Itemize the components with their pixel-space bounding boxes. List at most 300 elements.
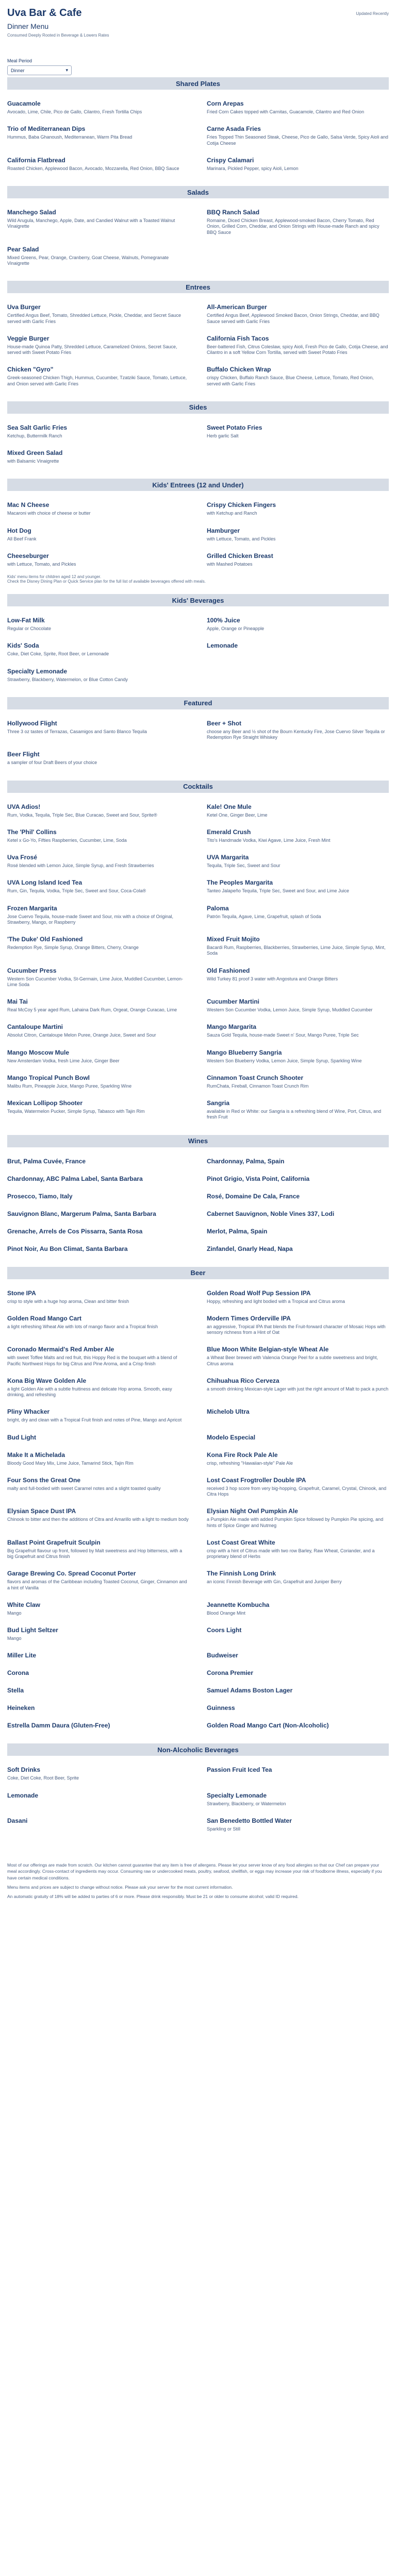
section-items bbox=[7, 606, 389, 697]
menu-item bbox=[7, 449, 189, 464]
menu-item-name: Carne Asada Fries bbox=[207, 125, 261, 133]
menu-item-description: with Ketchup and Ranch bbox=[207, 511, 257, 516]
menu-item bbox=[7, 1315, 189, 1336]
menu-item-description: Greek-seasoned Chicken Thigh, Hummus, Cucumber, Tzatziki Sauce, Tomato, Lettuce, and Onion served with Garlic Fries bbox=[7, 375, 187, 386]
menu-item-name: Chihuahua Rico Cerveza bbox=[207, 1377, 279, 1384]
menu-item-name: Stone IPA bbox=[7, 1289, 36, 1297]
menu-item-description: an aggressive, Tropical IPA that blends the Fruit-forward character of Mosaic Hops with sensory richness from a Hint of Oat bbox=[207, 1324, 386, 1335]
menu-item bbox=[7, 1023, 189, 1038]
menu-item bbox=[207, 936, 389, 957]
menu-item-description: Marinara, Pickled Pepper, spicy Aioli, Lemon bbox=[207, 165, 299, 171]
menu-item bbox=[207, 303, 389, 325]
menu-item-name: Veggie Burger bbox=[7, 334, 50, 342]
menu-item-name: Specialty Lemonade bbox=[7, 667, 68, 675]
menu-item-name: Modelo Especial bbox=[207, 1433, 256, 1441]
menu-item-name: Stella bbox=[7, 1687, 24, 1694]
menu-item-name: UVA Margarita bbox=[207, 854, 249, 861]
menu-item-description: All Beef Frank bbox=[7, 536, 37, 541]
menu-item-name: Uva Burger bbox=[7, 303, 41, 311]
menu-section bbox=[7, 401, 389, 479]
menu-item bbox=[207, 1792, 389, 1807]
menu-item bbox=[7, 1669, 189, 1676]
section-header: Entrees bbox=[7, 281, 389, 293]
menu-item bbox=[7, 1074, 189, 1089]
menu-item-description: Strawberry, Blackberry, Watermelon, or Blue Cotton Candy bbox=[7, 676, 128, 682]
menu-item-name: Brut, Palma Cuvée, France bbox=[7, 1157, 86, 1165]
menu-item bbox=[207, 1451, 389, 1466]
menu-item bbox=[7, 1792, 189, 1807]
section-items bbox=[7, 90, 389, 186]
menu-item-name: Mai Tai bbox=[7, 998, 28, 1005]
menu-item-name: Budweiser bbox=[207, 1652, 238, 1659]
chevron-down-icon: ▾ bbox=[65, 67, 68, 73]
menu-item-description: Western Son Blueberry Vodka, Lemon Juice, Simple Syrup, Sparkling Wine bbox=[207, 1058, 362, 1063]
menu-item bbox=[207, 209, 389, 235]
menu-item-description: Absolut Citron, Cantaloupe Melon Puree, Orange Juice, Sweet and Sour bbox=[7, 1032, 156, 1038]
menu-item-name: Jeannette Kombucha bbox=[207, 1601, 270, 1608]
menu-item bbox=[207, 1601, 389, 1616]
menu-item bbox=[7, 1228, 189, 1235]
menu-item bbox=[7, 1704, 189, 1711]
menu-item bbox=[207, 1377, 389, 1398]
menu-item bbox=[7, 803, 189, 818]
menu-item-name: Cinnamon Toast Crunch Shooter bbox=[207, 1074, 304, 1081]
menu-item-name: Hollywood Flight bbox=[7, 719, 57, 727]
menu-item-name: Emerald Crush bbox=[207, 828, 251, 836]
menu-item bbox=[7, 1346, 189, 1367]
menu-item-description: Wild Arugula, Manchego, Apple, Date, and Candied Walnut with a Toasted Walnut Vinaigrette bbox=[7, 218, 175, 229]
menu-item-name: Miller Lite bbox=[7, 1652, 37, 1659]
menu-item-name: Lemonade bbox=[7, 1791, 39, 1799]
menu-item-name: Sangria bbox=[207, 1099, 230, 1107]
menu-item bbox=[207, 1507, 389, 1529]
menu-item bbox=[207, 1687, 389, 1694]
menu-item-name: Buffalo Chicken Wrap bbox=[207, 366, 271, 374]
menu-item-description: a Pumpkin Ale made with added Pumpkin Spice followed by Pumpkin Pie spicing, and hints of Spice Ginger and Nutmeg bbox=[207, 1517, 384, 1528]
menu-item bbox=[7, 879, 189, 894]
menu-item-description: crisp to style with a huge hop aroma, Clean and bitter finish bbox=[7, 1298, 129, 1304]
menu-item bbox=[7, 854, 189, 869]
menu-item bbox=[207, 1210, 389, 1217]
menu-item-description: House-made Quinoa Patty, Shredded Lettuce, Caramelized Onions, Secret Sauce, served with Sweet Potato Fries bbox=[7, 344, 177, 355]
menu-item-name: Mango Tropical Punch Bowl bbox=[7, 1074, 90, 1081]
menu-item-name: Hot Dog bbox=[7, 527, 31, 534]
menu-item-name: Chardonnay, ABC Palma Label, Santa Barbara bbox=[7, 1175, 143, 1182]
menu-item-description: Hoppy, refreshing and light bodied with a Tropical and Citrus aroma bbox=[207, 1298, 345, 1304]
menu-item-description: Ketel One, Ginger Beer, Lime bbox=[207, 812, 268, 818]
menu-item-description: Three 3 oz tastes of Terrazas, Casamigos and Santo Blanco Tequila bbox=[7, 728, 147, 734]
menu-item-name: Corona bbox=[7, 1669, 29, 1677]
menu-item-description: with Mashed Potatoes bbox=[207, 561, 253, 567]
menu-item bbox=[207, 335, 389, 356]
menu-item bbox=[207, 1315, 389, 1336]
menu-item bbox=[207, 527, 389, 542]
menu-item-name: Beer + Shot bbox=[207, 719, 242, 727]
menu-item-name: Cucumber Press bbox=[7, 967, 57, 974]
menu-item bbox=[7, 1539, 189, 1560]
menu-item-description: a light Golden Ale with a subtle fruitiness and delicate Hop aroma. Smooth, easy drinking, and refreshing bbox=[7, 1386, 172, 1397]
menu-item bbox=[7, 1377, 189, 1398]
menu-item-name: Blue Moon White Belgian-style Wheat Ale bbox=[207, 1346, 329, 1353]
menu-item bbox=[207, 1099, 389, 1121]
menu-item-description: Regular or Chocolate bbox=[7, 626, 52, 631]
menu-item-name: Mac N Cheese bbox=[7, 501, 50, 509]
menu-item bbox=[207, 1704, 389, 1711]
footer-paragraph: An automatic gratuity of 18% will be added to parties of 6 or more. Please drink responsibly. Must be 21 or older to consume alcohol; valid ID required. bbox=[7, 1894, 299, 1900]
menu-item-name: Kale! One Mule bbox=[207, 803, 252, 810]
menu-item bbox=[7, 1158, 189, 1165]
menu-item-name: California Fish Tacos bbox=[207, 334, 269, 342]
menu-item bbox=[207, 1049, 389, 1064]
restaurant-title: Uva Bar & Cafe bbox=[7, 7, 82, 19]
menu-item-name: Sea Salt Garlic Fries bbox=[7, 423, 68, 431]
menu-item-description: crisp, refreshing "Hawaiian-style" Pale Ale bbox=[207, 1460, 293, 1466]
menu-item bbox=[207, 157, 389, 172]
section-header: Wines bbox=[7, 1135, 389, 1147]
menu-item-description: bright, dry and clean with a Tropical Fruit finish and notes of Pine, Mango and Apricot bbox=[7, 1417, 182, 1423]
menu-item-description: Bacardi Rum, Raspberries, Blackberries, Strawberries, Lime Juice, Simple Syrup, Mint, Soda bbox=[207, 945, 386, 956]
menu-item-name: Cantaloupe Martini bbox=[7, 1023, 63, 1031]
menu-item bbox=[7, 1193, 189, 1200]
menu-item-name: Paloma bbox=[207, 904, 229, 912]
updated-label: Updated Recently bbox=[356, 11, 389, 16]
menu-item bbox=[207, 617, 389, 632]
menu-item-description: Rosé blended with Lemon Juice, Simple Syrup, and Fresh Strawberries bbox=[7, 863, 154, 868]
menu-item bbox=[207, 1434, 389, 1441]
menu-item-name: Golden Road Mango Cart (Non-Alcoholic) bbox=[207, 1722, 329, 1730]
section-header: Kids' Beverages bbox=[7, 594, 389, 606]
menu-item bbox=[7, 905, 189, 926]
menu-item bbox=[7, 1408, 189, 1423]
menu-item-description: choose any Beer and ½ shot of the Bourn Kentucky Fire, Jose Cuervo Silver Tequila or Redemption Rye Straight Whiskey bbox=[207, 728, 385, 740]
menu-item bbox=[7, 1766, 189, 1781]
menu-item-name: Grilled Chicken Breast bbox=[207, 552, 273, 560]
menu-item bbox=[7, 125, 189, 146]
menu-item-name: Lemonade bbox=[207, 642, 238, 650]
menu-item bbox=[207, 1023, 389, 1038]
menu-item-description: Tequila, Watermelon Pucker, Simple Syrup, Tabasco with Tajin Rim bbox=[7, 1109, 145, 1114]
menu-item bbox=[207, 1245, 389, 1252]
menu-item bbox=[207, 1626, 389, 1641]
menu-item bbox=[207, 1346, 389, 1367]
menu-item bbox=[207, 642, 389, 657]
menu-item-description: RumChata, Fireball, Cinnamon Toast Crunch Rim bbox=[207, 1083, 309, 1089]
menu-item bbox=[207, 1570, 389, 1591]
menu-item-name: Mixed Fruit Mojito bbox=[207, 936, 260, 943]
meal-period-select[interactable] bbox=[7, 65, 72, 75]
menu-item-description: Jose Cuervo Tequila, house-made Sweet and Sour, mix with a choice of Original, Strawberry, Mango, or Raspberry bbox=[7, 913, 174, 925]
menu-item bbox=[207, 1652, 389, 1659]
menu-item bbox=[7, 157, 189, 172]
section-items bbox=[7, 1147, 389, 1267]
menu-item bbox=[207, 1408, 389, 1423]
menu-item-name: Coors Light bbox=[207, 1626, 242, 1634]
menu-item-name: The Peoples Margarita bbox=[207, 879, 273, 887]
section-items bbox=[7, 198, 389, 281]
menu-item-description: Rum, Gin, Tequila, Vodka, Triple Sec, Sweet and Sour, Coca-Cola® bbox=[7, 888, 146, 894]
menu-section bbox=[7, 1267, 389, 1744]
menu-item-name: UVA Long Island Iced Tea bbox=[7, 879, 82, 887]
menu-item-name: Corn Arepas bbox=[207, 100, 244, 107]
menu-item-description: a light refreshing Wheat Ale with lots of mango flavor and a Tropical finish bbox=[7, 1324, 158, 1329]
menu-sections bbox=[7, 77, 389, 1846]
menu-item-name: Kona Fire Rock Pale Ale bbox=[207, 1451, 278, 1459]
menu-item bbox=[7, 303, 189, 325]
menu-item-description: Blood Orange Mint bbox=[207, 1610, 246, 1616]
menu-item-name: BBQ Ranch Salad bbox=[207, 209, 260, 216]
menu-item-description: Malibu Rum, Pineapple Juice, Mango Puree, Sparkling Wine bbox=[7, 1083, 132, 1089]
menu-item-name: Estrella Damm Daura (Gluten-Free) bbox=[7, 1722, 110, 1730]
menu-item-name: Garage Brewing Co. Spread Coconut Porter bbox=[7, 1570, 136, 1578]
menu-item bbox=[207, 1669, 389, 1676]
meal-period-label: Meal Period bbox=[7, 58, 32, 63]
header-note: Consumed Deeply Rooted in Beverage & Lowers Rates bbox=[7, 33, 109, 38]
menu-item bbox=[207, 1175, 389, 1182]
section-items bbox=[7, 1279, 389, 1744]
menu-item bbox=[7, 1477, 189, 1498]
menu-item-name: Sauvignon Blanc, Margerum Palma, Santa Barbara bbox=[7, 1210, 156, 1217]
menu-section bbox=[7, 479, 389, 594]
menu-item-name: Mango Blueberry Sangria bbox=[207, 1048, 282, 1056]
menu-item-name: Mango Moscow Mule bbox=[7, 1048, 69, 1056]
menu-item bbox=[207, 1539, 389, 1560]
section-header: Shared Plates bbox=[7, 77, 389, 90]
menu-item-name: Grenache, Arrels de Cos Pissarra, Santa Rosa bbox=[7, 1227, 143, 1235]
menu-item-description: Strawberry, Blackberry, or Watermelon bbox=[207, 1801, 286, 1806]
menu-item-name: Rosé, Domaine De Cala, France bbox=[207, 1192, 300, 1200]
menu-item-name: Lost Coast Great White bbox=[207, 1538, 275, 1546]
menu-item-description: received 3 hop score from very big-hopping, Grapefruit, Caramel, Crystal, Chinook, and Citra Hops bbox=[207, 1485, 387, 1497]
menu-item bbox=[7, 335, 189, 356]
menu-item-name: Cucumber Martini bbox=[207, 998, 260, 1005]
menu-item-description: Hummus, Baba Ghanoush, Mediterranean, Warm Pita Bread bbox=[7, 134, 133, 140]
menu-item-name: Beer Flight bbox=[7, 751, 40, 758]
menu-section bbox=[7, 77, 389, 186]
menu-item-name: Passion Fruit Iced Tea bbox=[207, 1766, 272, 1774]
menu-item-name: Dasani bbox=[7, 1817, 28, 1824]
menu-item-description: Certified Angus Beef, Applewood Smoked Bacon, Onion Strings, Cheddar, and BBQ Sauce served with Garlic Fries bbox=[207, 313, 380, 324]
menu-item bbox=[7, 246, 189, 267]
menu-item-name: Specialty Lemonade bbox=[207, 1791, 267, 1799]
menu-item-description: with Lettuce, Tomato, and Pickles bbox=[7, 561, 76, 567]
menu-item-description: Chinook to bitter and then the additions of Citra and Amarillo with a light to medium body bbox=[7, 1517, 189, 1522]
menu-item-name: The Finnish Long Drink bbox=[207, 1570, 276, 1578]
menu-item-description: with Balsamic Vinaigrette bbox=[7, 459, 59, 464]
menu-item bbox=[7, 1434, 189, 1441]
menu-item bbox=[207, 1228, 389, 1235]
menu-section bbox=[7, 1135, 389, 1267]
menu-item bbox=[207, 366, 389, 387]
menu-item-name: Four Sons the Great One bbox=[7, 1476, 81, 1484]
section-header: Cocktails bbox=[7, 781, 389, 793]
menu-section bbox=[7, 781, 389, 1135]
menu-item bbox=[207, 552, 389, 567]
section-items bbox=[7, 293, 389, 401]
menu-item-name: Pear Salad bbox=[7, 245, 39, 253]
menu-item-description: Roasted Chicken, Applewood Bacon, Avocado, Mozzarella, Red Onion, BBQ Sauce bbox=[7, 165, 179, 171]
menu-item-description: a Wheat Beer brewed with Valencia Orange Peel for a subtle sweetness and bright, Citrus aroma bbox=[207, 1355, 378, 1366]
menu-item bbox=[7, 1687, 189, 1694]
menu-item bbox=[7, 1290, 189, 1304]
menu-item-name: Modern Times Orderville IPA bbox=[207, 1314, 291, 1322]
section-items bbox=[7, 793, 389, 1135]
menu-item bbox=[7, 1601, 189, 1616]
menu-item bbox=[7, 998, 189, 1013]
menu-item-name: Kona Big Wave Golden Ale bbox=[7, 1377, 87, 1384]
menu-item-name: White Claw bbox=[7, 1601, 41, 1608]
menu-item-description: with sweet Toffee Malts and red fruit, this Hoppy Red is the bouquet with a blend of Pacific Northwest Hops for big Citrus and Pine Aroma, and a Crisp finish bbox=[7, 1355, 177, 1366]
menu-item-description: Mango bbox=[7, 1636, 22, 1641]
menu-item bbox=[7, 720, 189, 741]
menu-item bbox=[7, 642, 189, 657]
menu-item bbox=[7, 1245, 189, 1252]
menu-item-name: Guinness bbox=[207, 1704, 235, 1712]
menu-item-name: Low-Fat Milk bbox=[7, 617, 45, 624]
section-header: Kids' Entrees (12 and Under) bbox=[7, 479, 389, 491]
menu-item-name: Trio of Mediterranean Dips bbox=[7, 125, 86, 133]
menu-item bbox=[207, 1290, 389, 1304]
menu-item-description: Beer-battered Fish, Citrus Coleslaw, spicy Aioli, Fresh Pico de Gallo, Cotija Cheese, and Cilantro in a soft Yellow Corn Tortilla, served with Sweet Potato Fries bbox=[207, 344, 388, 355]
menu-subtitle: Dinner Menu bbox=[7, 22, 49, 30]
menu-item-name: UVA Adios! bbox=[7, 803, 41, 810]
menu-item bbox=[207, 803, 389, 818]
menu-item bbox=[7, 209, 189, 235]
menu-item-name: San Benedetto Bottled Water bbox=[207, 1817, 292, 1824]
menu-item-description: New Amsterdam Vodka, fresh Lime Juice, Ginger Beer bbox=[7, 1058, 120, 1063]
menu-item-name: Frozen Margarita bbox=[7, 904, 57, 912]
menu-item-description: Apple, Orange or Pineapple bbox=[207, 626, 265, 631]
menu-item-name: Mexican Lollipop Shooter bbox=[7, 1099, 83, 1107]
menu-item bbox=[7, 967, 189, 988]
menu-item-description: Macaroni with choice of cheese or butter bbox=[7, 511, 91, 516]
menu-item-description: crispy Chicken, Buffalo Ranch Sauce, Blue Cheese, Lettuce, Tomato, Red Onion, served with Garlic Fries bbox=[207, 375, 374, 386]
menu-item-name: Cabernet Sauvignon, Noble Vines 337, Lodi bbox=[207, 1210, 335, 1217]
menu-item bbox=[207, 1193, 389, 1200]
section-header: Non-Alcoholic Beverages bbox=[7, 1743, 389, 1756]
menu-item bbox=[7, 424, 189, 439]
menu-item bbox=[207, 100, 389, 115]
menu-item-description: Coke, Diet Coke, Sprite, Root Beer, or Lemonade bbox=[7, 651, 109, 657]
footer-paragraph: Menu items and prices are subject to change without notice. Please ask your server for the most current information. bbox=[7, 1884, 233, 1890]
menu-item bbox=[7, 552, 189, 567]
menu-item-description: Rum, Vodka, Tequila, Triple Sec, Blue Curacao, Sweet and Sour, Sprite® bbox=[7, 812, 157, 818]
menu-item-name: Mixed Green Salad bbox=[7, 449, 63, 456]
menu-item-name: Soft Drinks bbox=[7, 1766, 41, 1774]
menu-item bbox=[7, 1099, 189, 1121]
menu-item-description: Big Grapefruit flavour up front, followed by Malt sweetness and Hop bitterness, with a big Grapefruit and Citrus finish bbox=[7, 1548, 183, 1559]
menu-item bbox=[207, 125, 389, 146]
menu-item-name: Chicken "Gyro" bbox=[7, 366, 54, 374]
menu-item bbox=[7, 668, 189, 683]
menu-item-name: Coronado Mermaid's Red Amber Ale bbox=[7, 1346, 114, 1353]
menu-item-description: a smooth drinking Mexican-style Lager with just the right amount of Malt to pack a punch bbox=[207, 1386, 389, 1392]
menu-item-name: Make It a Michelada bbox=[7, 1451, 65, 1459]
menu-item-description: an iconic Finnish Beverage with Gin, Grapefruit and Juniper Berry bbox=[207, 1579, 342, 1585]
menu-item bbox=[207, 905, 389, 926]
menu-item bbox=[7, 1722, 189, 1729]
menu-item-name: All-American Burger bbox=[207, 303, 267, 311]
menu-item-name: Crispy Chicken Fingers bbox=[207, 501, 276, 509]
menu-item-name: Uva Frosé bbox=[7, 854, 38, 861]
menu-item-name: Prosecco, Tiamo, Italy bbox=[7, 1192, 73, 1200]
menu-item bbox=[7, 1626, 189, 1641]
menu-item-description: Ketchup, Buttermilk Ranch bbox=[7, 433, 62, 438]
menu-item-description: a sampler of four Draft Beers of your choice bbox=[7, 760, 97, 766]
menu-item bbox=[7, 936, 189, 957]
menu-item-name: Old Fashioned bbox=[207, 967, 250, 974]
menu-item-name: Pinot Noir, Au Bon Climat, Santa Barbara bbox=[7, 1245, 128, 1252]
menu-item-name: Kids' Soda bbox=[7, 642, 39, 650]
menu-item-name: Pinot Grigio, Vista Point, California bbox=[207, 1175, 310, 1182]
menu-item-description: Real McCoy 5 year aged Rum, Lahaina Dark Rum, Orgeat, Orange Curacao, Lime bbox=[7, 1007, 177, 1012]
menu-item bbox=[7, 366, 189, 387]
menu-item-description: Mango bbox=[7, 1610, 22, 1616]
menu-item-name: Ballast Point Grapefruit Sculpin bbox=[7, 1538, 101, 1546]
menu-item-description: Fries Topped Thin Seasoned Steak, Cheese, Pico de Gallo, Salsa Verde, Spicy Aioli and Cotija Cheese bbox=[207, 134, 388, 146]
menu-item-description: Ketel x Go-Yo, Fifties Raspberries, Cucumber, Lime, Soda bbox=[7, 837, 127, 843]
menu-item bbox=[7, 1049, 189, 1064]
menu-item-name: Mango Margarita bbox=[207, 1023, 257, 1031]
menu-item bbox=[207, 967, 389, 988]
footer-paragraph: Most of our offerings are made from scratch. Our kitchen cannot guarantee that any item is free of allergens. Please let your server know of any food allergies so that our Chef can prepare your meal accordingly. Cross-contact of ingredients may occur. Consuming raw or undercooked meats, poultry, seafood, shellfish, or eggs may increase your risk of foodborne illness, especially if you have certain medical conditions. bbox=[7, 1862, 382, 1880]
menu-item-name: Sweet Potato Fries bbox=[207, 423, 262, 431]
menu-item bbox=[7, 1570, 189, 1591]
section-header: Featured bbox=[7, 697, 389, 709]
menu-item-description: Redemption Rye, Simple Syrup, Orange Bitters, Cherry, Orange bbox=[7, 945, 139, 950]
menu-item bbox=[7, 1652, 189, 1659]
menu-item bbox=[207, 424, 389, 439]
menu-item-name: Zinfandel, Gnarly Head, Napa bbox=[207, 1245, 293, 1252]
menu-item bbox=[207, 828, 389, 843]
menu-item-name: Golden Road Mango Cart bbox=[7, 1314, 81, 1322]
menu-item bbox=[207, 1477, 389, 1498]
menu-item-name: Cheeseburger bbox=[7, 552, 49, 560]
menu-item-description: Patrón Tequila, Agave, Lime, Grapefruit, splash of Soda bbox=[207, 913, 321, 919]
menu-item bbox=[207, 879, 389, 894]
menu-item-description: with Lettuce, Tomato, and Pickles bbox=[207, 536, 276, 541]
menu-item-description: available in Red or White: our Sangria is a refreshing blend of Wine, Port, Citrus, and fresh Fruit bbox=[207, 1109, 382, 1120]
menu-item bbox=[7, 1507, 189, 1529]
section-items bbox=[7, 414, 389, 479]
menu-section bbox=[7, 1743, 389, 1846]
menu-item-description: crisp with a hint of Citrus made with two row Barley, Raw Wheat, Coriander, and a proprietary blend of Herbs bbox=[207, 1548, 375, 1559]
menu-item-description: Western Son Cucumber Vodka, St-Germain, Lime Juice, Muddled Cucumber, Lemon-Lime Soda bbox=[7, 976, 183, 987]
menu-item-description: Bloody Good Mary Mix, Lime Juice, Tamarind Stick, Tajin Rim bbox=[7, 1460, 134, 1466]
section-items bbox=[7, 709, 389, 781]
section-note: Kids' menu items for children aged 12 and younger. Check the Disney Dining Plan or Quick Service plan for the full list of available beverages offered with meals. bbox=[7, 574, 206, 584]
menu-item bbox=[7, 1451, 189, 1466]
menu-item bbox=[207, 1817, 389, 1832]
section-items bbox=[7, 491, 389, 582]
section-header: Salads bbox=[7, 186, 389, 198]
menu-item bbox=[7, 527, 189, 542]
menu-item-description: flavors and aromas of the Caribbean including Toasted Coconut, Ginger, Cinnamon and a hint of Vanilla bbox=[7, 1579, 187, 1590]
menu-section bbox=[7, 186, 389, 281]
menu-item-description: Tanteo Jalapeño Tequila, Triple Sec, Sweet and Sour, and Lime Juice bbox=[207, 888, 350, 894]
menu-item-name: 'The Duke' Old Fashioned bbox=[7, 936, 83, 943]
menu-item-name: Chardonnay, Palma, Spain bbox=[207, 1157, 285, 1165]
menu-item-name: 100% Juice bbox=[207, 617, 240, 624]
menu-item bbox=[7, 1175, 189, 1182]
menu-section bbox=[7, 697, 389, 781]
menu-item-name: Bud Light Seltzer bbox=[7, 1626, 58, 1634]
menu-item-description: Mixed Greens, Pear, Orange, Cranberry, Goat Cheese, Walnuts, Pomegranate Vinaigrette bbox=[7, 255, 169, 266]
menu-item-name: Hamburger bbox=[207, 527, 240, 534]
menu-item-name: Bud Light bbox=[7, 1433, 36, 1441]
menu-item-name: Elysian Space Dust IPA bbox=[7, 1507, 76, 1515]
menu-item bbox=[7, 100, 189, 115]
menu-item-name: Merlot, Palma, Spain bbox=[207, 1227, 268, 1235]
